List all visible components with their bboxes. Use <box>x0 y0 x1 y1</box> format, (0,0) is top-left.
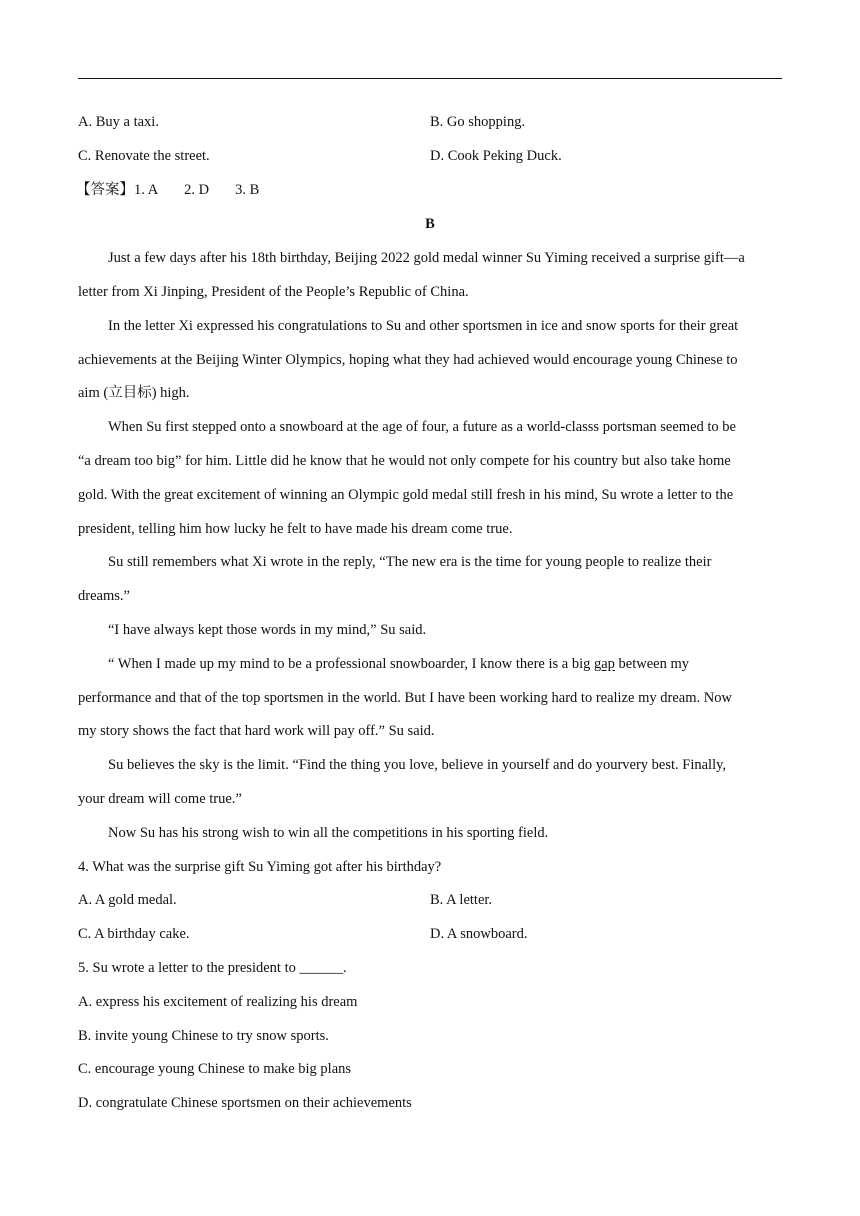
passage-line: my story shows the fact that hard work will pay off.” Su said. <box>78 723 435 739</box>
passage-text: “ When I made up my mind to be a professional snowboarder, I know there is a big <box>108 656 594 672</box>
passage-line: “a dream too big” for him. Little did he know that he would not only compete for his country but also take home <box>78 453 731 469</box>
section-title: B <box>425 216 435 232</box>
passage-line: Now Su has his strong wish to win all the competitions in his sporting field. <box>108 825 549 841</box>
prev-option-a: A. Buy a taxi. <box>78 114 159 130</box>
header-rule <box>78 78 782 79</box>
passage-line: Su still remembers what Xi wrote in the reply, “The new era is the time for young people to realize their <box>108 554 712 570</box>
passage-text: between my <box>614 656 690 672</box>
passage-line: When Su first stepped onto a snowboard at the age of four, a future as a world-classs portsman seemed to be <box>108 419 736 435</box>
prev-option-d: D. Cook Peking Duck. <box>430 148 562 164</box>
question-4-stem: 4. What was the surprise gift Su Yiming got after his birthday? <box>78 859 442 875</box>
passage-line: aim (立目标) high. <box>78 385 190 401</box>
passage-line: gold. With the great excitement of winning an Olympic gold medal still fresh in his mind, Su wrote a letter to the <box>78 487 734 503</box>
question-4-option-d: D. A snowboard. <box>430 926 528 942</box>
passage-line: letter from Xi Jinping, President of the People’s Republic of China. <box>78 284 469 300</box>
passage-line: achievements at the Beijing Winter Olympics, hoping what they had achieved would encourage young Chinese to <box>78 352 738 368</box>
question-5-option-d: D. congratulate Chinese sportsmen on their achievements <box>78 1095 412 1111</box>
answer-3: 3. B <box>235 182 260 198</box>
passage-line: “I have always kept those words in my mind,” Su said. <box>108 622 427 638</box>
prev-option-b: B. Go shopping. <box>430 114 526 130</box>
answer-line <box>76 180 259 200</box>
question-4-option-c: C. A birthday cake. <box>78 926 190 942</box>
question-5-option-c: C. encourage young Chinese to make big plans <box>78 1061 352 1077</box>
passage-line: In the letter Xi expressed his congratulations to Su and other sportsmen in ice and snow sports for their great <box>108 318 739 334</box>
passage-line: performance and that of the top sportsmen in the world. But I have been working hard to realize my dream. Now <box>78 690 732 706</box>
passage-line: your dream will come true.” <box>78 791 242 807</box>
passage-line <box>108 654 689 674</box>
passage-line: Su believes the sky is the limit. “Find the thing you love, believe in yourself and do yourvery best. Finally, <box>108 757 727 773</box>
passage-line: Just a few days after his 18th birthday, Beijing 2022 gold medal winner Su Yiming received a surprise gift—a <box>108 250 745 266</box>
passage-line: dreams.” <box>78 588 130 604</box>
question-5-option-a: A. express his excitement of realizing his dream <box>78 994 358 1010</box>
answer-label: 【答案】 <box>76 182 134 198</box>
question-4-option-a: A. A gold medal. <box>78 892 177 908</box>
answer-2: 2. D <box>184 182 210 198</box>
prev-option-c: C. Renovate the street. <box>78 148 210 164</box>
question-4-option-b: B. A letter. <box>430 892 493 908</box>
question-5-stem: 5. Su wrote a letter to the president to ______. <box>78 960 347 976</box>
underlined-word: gap <box>593 656 615 672</box>
passage-line: president, telling him how lucky he felt to have made his dream come true. <box>78 521 513 537</box>
question-5-option-b: B. invite young Chinese to try snow sports. <box>78 1028 329 1044</box>
answer-1: 1. A <box>134 182 159 198</box>
